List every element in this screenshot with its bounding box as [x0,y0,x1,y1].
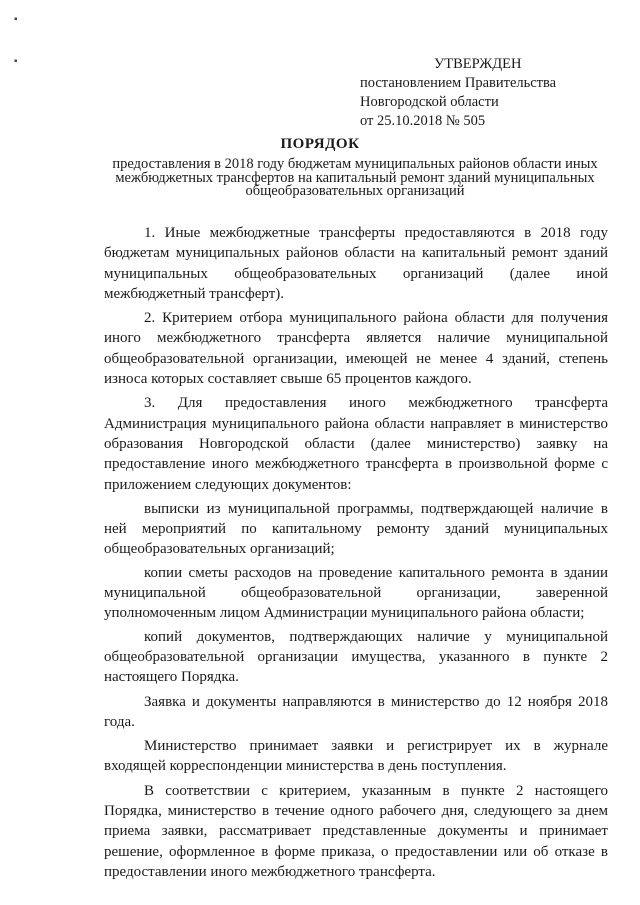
document-body [104,223,608,886]
paragraph: 3. Для предоставления иного межбюджетного трансферта Администрация муниципального района области направляет в министерство образования Новгородской области (далее министерство) заявку на предоставление иного межбюджетного трансферта в произвольной форме с приложением следующих документов: [104,395,608,493]
approval-heading: УТВЕРЖДЕН [434,56,522,72]
paragraph: В соответствии с критерием, указанным в пункте 2 настоящего Порядка, министерство в течение одного рабочего дня, следующего за днем приема заявки, рассматривает представленные документы и принимает решение, оформленное в форме приказа, о предоставлении или об отказе в предоставлении иного межбюджетного трансферта. [104,782,608,880]
list-item: копии сметы расходов на проведение капитального ремонта в здании муниципальной общеобразовательной организации, заверенной уполномоченным лицом Администрации муниципального района области; [104,564,608,622]
approval-stamp [360,55,556,131]
paragraph: Министерство принимает заявки и регистрирует их в журнале входящей корреспонденции министерства в день поступления. [104,738,608,775]
document-subtitle: предоставления в 2018 году бюджетам муниципальных районов области иных межбюджетных трансфертов на капитальный ремонт зданий муниципальных общеобразовательных организаций [112,156,598,199]
paragraph: 2. Критерием отбора муниципального района области для получения иного межбюджетного трансферта является наличие муниципальной общеобразовательной организации, имеющей не менее 4 зданий, степень износа которых составляет свыше 65 процентов каждого. [104,310,608,388]
document-title: ПОРЯДОК [280,136,360,152]
list-item: копий документов, подтверждающих наличие у муниципальной общеобразовательной организации имущества, указанного в пункте 2 настоящего Порядка. [104,628,608,686]
paragraph: 1. Иные межбюджетные трансферты предоставляются в 2018 году бюджетам муниципальных районов области на капитальный ремонт зданий муниципальных общеобразовательных организаций (далее иной межбюджетный трансферт). [104,225,608,302]
scan-mark: ▪ [14,56,18,67]
list-item: выписки из муниципальной программы, подтверждающей наличие в ней мероприятий по капитальному ремонту зданий муниципальных общеобразовательных организаций; [104,500,608,558]
paragraph: Заявка и документы направляются в министерство до 12 ноября 2018 года. [104,693,608,730]
approval-date-number: от 25.10.2018 № 505 [360,113,486,129]
approval-line: постановлением Правительства [360,75,557,91]
scan-mark: ▪ [14,14,18,25]
approval-line: Новгородской области [360,94,499,110]
